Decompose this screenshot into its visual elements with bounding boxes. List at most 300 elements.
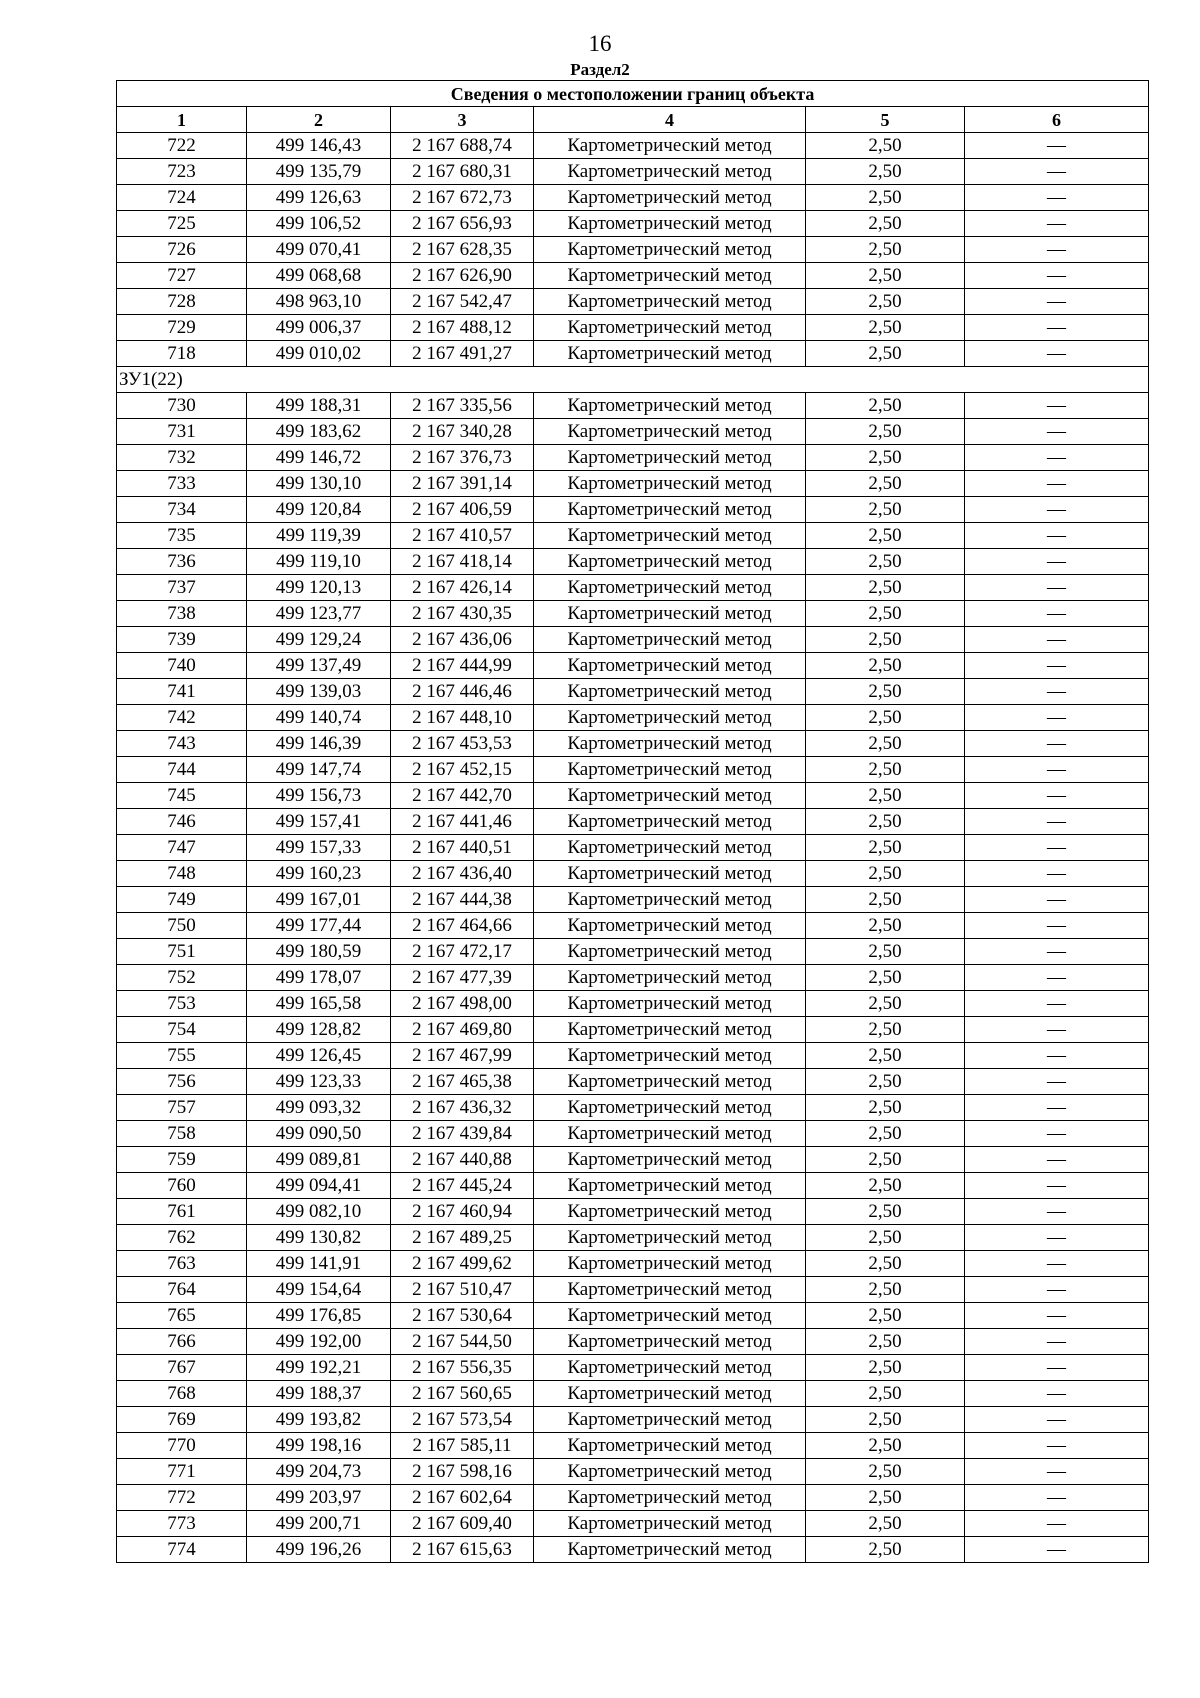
description-cell: —: [965, 523, 1149, 549]
table-row: [117, 263, 1149, 289]
point-number-cell: 753: [117, 991, 247, 1017]
method-cell: Картометрический метод: [534, 887, 806, 913]
table-row: [117, 627, 1149, 653]
method-cell: Картометрический метод: [534, 1095, 806, 1121]
accuracy-cell: 2,50: [806, 757, 965, 783]
point-number-cell: 758: [117, 1121, 247, 1147]
method-cell: Картометрический метод: [534, 1537, 806, 1563]
table-row: [117, 497, 1149, 523]
method-cell: Картометрический метод: [534, 1225, 806, 1251]
method-cell: Картометрический метод: [534, 1043, 806, 1069]
description-cell: —: [965, 1121, 1149, 1147]
x-coordinate-cell: 499 130,82: [247, 1225, 391, 1251]
point-number-cell: 747: [117, 835, 247, 861]
description-cell: —: [965, 419, 1149, 445]
description-cell: —: [965, 393, 1149, 419]
x-coordinate-cell: 499 156,73: [247, 783, 391, 809]
point-number-cell: 773: [117, 1511, 247, 1537]
table-row: [117, 289, 1149, 315]
group-section: [117, 367, 1149, 393]
x-coordinate-cell: 499 140,74: [247, 705, 391, 731]
accuracy-cell: 2,50: [806, 913, 965, 939]
table-row: [117, 1199, 1149, 1225]
accuracy-cell: 2,50: [806, 1095, 965, 1121]
x-coordinate-cell: 499 196,26: [247, 1537, 391, 1563]
point-number-cell: 761: [117, 1199, 247, 1225]
point-number-cell: 746: [117, 809, 247, 835]
point-number-cell: 722: [117, 133, 247, 159]
method-cell: Картометрический метод: [534, 1485, 806, 1511]
y-coordinate-cell: 2 167 464,66: [391, 913, 534, 939]
boundary-table: [116, 80, 1149, 1563]
method-cell: Картометрический метод: [534, 1303, 806, 1329]
table-row: [117, 315, 1149, 341]
accuracy-cell: 2,50: [806, 445, 965, 471]
description-cell: —: [965, 289, 1149, 315]
y-coordinate-cell: 2 167 491,27: [391, 341, 534, 367]
x-coordinate-cell: 499 204,73: [247, 1459, 391, 1485]
x-coordinate-cell: 499 094,41: [247, 1173, 391, 1199]
method-cell: Картометрический метод: [534, 211, 806, 237]
x-coordinate-cell: 499 167,01: [247, 887, 391, 913]
table-row: [117, 757, 1149, 783]
y-coordinate-cell: 2 167 602,64: [391, 1485, 534, 1511]
point-number-cell: 742: [117, 705, 247, 731]
accuracy-cell: 2,50: [806, 991, 965, 1017]
y-coordinate-cell: 2 167 560,65: [391, 1381, 534, 1407]
table-row: [117, 1017, 1149, 1043]
accuracy-cell: 2,50: [806, 653, 965, 679]
description-cell: —: [965, 861, 1149, 887]
description-cell: —: [965, 601, 1149, 627]
x-coordinate-cell: 499 128,82: [247, 1017, 391, 1043]
point-number-cell: 774: [117, 1537, 247, 1563]
table-row: [117, 913, 1149, 939]
accuracy-cell: 2,50: [806, 237, 965, 263]
table-row: [117, 1381, 1149, 1407]
method-cell: Картометрический метод: [534, 1121, 806, 1147]
table-row: [117, 835, 1149, 861]
accuracy-cell: 2,50: [806, 809, 965, 835]
point-number-cell: 757: [117, 1095, 247, 1121]
description-cell: —: [965, 679, 1149, 705]
x-coordinate-cell: 499 006,37: [247, 315, 391, 341]
x-coordinate-cell: 499 147,74: [247, 757, 391, 783]
description-cell: —: [965, 1303, 1149, 1329]
x-coordinate-cell: 499 192,21: [247, 1355, 391, 1381]
accuracy-cell: 2,50: [806, 159, 965, 185]
x-coordinate-cell: 499 160,23: [247, 861, 391, 887]
table-row: [117, 783, 1149, 809]
description-cell: —: [965, 913, 1149, 939]
y-coordinate-cell: 2 167 488,12: [391, 315, 534, 341]
point-number-cell: 743: [117, 731, 247, 757]
x-coordinate-cell: 499 010,02: [247, 341, 391, 367]
x-coordinate-cell: 499 120,84: [247, 497, 391, 523]
x-coordinate-cell: 499 139,03: [247, 679, 391, 705]
table-row: [117, 705, 1149, 731]
description-cell: —: [965, 1433, 1149, 1459]
description-cell: —: [965, 783, 1149, 809]
y-coordinate-cell: 2 167 489,25: [391, 1225, 534, 1251]
point-number-cell: 768: [117, 1381, 247, 1407]
method-cell: Картометрический метод: [534, 159, 806, 185]
accuracy-cell: 2,50: [806, 1407, 965, 1433]
x-coordinate-cell: 499 141,91: [247, 1251, 391, 1277]
table-row: [117, 575, 1149, 601]
x-coordinate-cell: 499 203,97: [247, 1485, 391, 1511]
y-coordinate-cell: 2 167 542,47: [391, 289, 534, 315]
accuracy-cell: 2,50: [806, 1355, 965, 1381]
description-cell: —: [965, 653, 1149, 679]
table-row: [117, 159, 1149, 185]
x-coordinate-cell: 499 178,07: [247, 965, 391, 991]
description-cell: —: [965, 211, 1149, 237]
column-header: 6: [965, 107, 1149, 133]
y-coordinate-cell: 2 167 440,88: [391, 1147, 534, 1173]
point-number-cell: 760: [117, 1173, 247, 1199]
accuracy-cell: 2,50: [806, 1511, 965, 1537]
table-row: [117, 419, 1149, 445]
y-coordinate-cell: 2 167 426,14: [391, 575, 534, 601]
table-row: [117, 211, 1149, 237]
point-number-cell: 735: [117, 523, 247, 549]
x-coordinate-cell: 499 126,45: [247, 1043, 391, 1069]
accuracy-cell: 2,50: [806, 1017, 965, 1043]
column-header: 1: [117, 107, 247, 133]
table-row: [117, 1147, 1149, 1173]
method-cell: Картометрический метод: [534, 757, 806, 783]
table-row: [117, 1043, 1149, 1069]
y-coordinate-cell: 2 167 467,99: [391, 1043, 534, 1069]
method-cell: Картометрический метод: [534, 731, 806, 757]
y-coordinate-cell: 2 167 335,56: [391, 393, 534, 419]
rows-section-b: [117, 393, 1149, 1563]
point-number-cell: 739: [117, 627, 247, 653]
y-coordinate-cell: 2 167 440,51: [391, 835, 534, 861]
column-header: 3: [391, 107, 534, 133]
method-cell: Картометрический метод: [534, 341, 806, 367]
x-coordinate-cell: 499 135,79: [247, 159, 391, 185]
table-row: [117, 1485, 1149, 1511]
x-coordinate-cell: 499 106,52: [247, 211, 391, 237]
y-coordinate-cell: 2 167 410,57: [391, 523, 534, 549]
page-number: 16: [588, 31, 612, 56]
table-row: [117, 1537, 1149, 1563]
point-number-cell: 723: [117, 159, 247, 185]
description-cell: —: [965, 497, 1149, 523]
x-coordinate-cell: 499 123,77: [247, 601, 391, 627]
point-number-cell: 745: [117, 783, 247, 809]
point-number-cell: 762: [117, 1225, 247, 1251]
y-coordinate-cell: 2 167 430,35: [391, 601, 534, 627]
point-number-cell: 763: [117, 1251, 247, 1277]
x-coordinate-cell: 498 963,10: [247, 289, 391, 315]
description-cell: —: [965, 471, 1149, 497]
accuracy-cell: 2,50: [806, 1121, 965, 1147]
table-row: [117, 1433, 1149, 1459]
x-coordinate-cell: 499 165,58: [247, 991, 391, 1017]
x-coordinate-cell: 499 192,00: [247, 1329, 391, 1355]
table-row: [117, 731, 1149, 757]
table-row: [117, 523, 1149, 549]
x-coordinate-cell: 499 198,16: [247, 1433, 391, 1459]
point-number-cell: 741: [117, 679, 247, 705]
method-cell: Картометрический метод: [534, 497, 806, 523]
y-coordinate-cell: 2 167 477,39: [391, 965, 534, 991]
accuracy-cell: 2,50: [806, 601, 965, 627]
accuracy-cell: 2,50: [806, 1277, 965, 1303]
method-cell: Картометрический метод: [534, 445, 806, 471]
point-number-cell: 718: [117, 341, 247, 367]
point-number-cell: 750: [117, 913, 247, 939]
method-cell: Картометрический метод: [534, 679, 806, 705]
column-header: 5: [806, 107, 965, 133]
accuracy-cell: 2,50: [806, 1329, 965, 1355]
y-coordinate-cell: 2 167 656,93: [391, 211, 534, 237]
y-coordinate-cell: 2 167 498,00: [391, 991, 534, 1017]
table-title-row: [117, 81, 1149, 107]
method-cell: Картометрический метод: [534, 1355, 806, 1381]
accuracy-cell: 2,50: [806, 133, 965, 159]
x-coordinate-cell: 499 157,33: [247, 835, 391, 861]
point-number-cell: 729: [117, 315, 247, 341]
accuracy-cell: 2,50: [806, 1433, 965, 1459]
method-cell: Картометрический метод: [534, 627, 806, 653]
table-title: Сведения о местоположении границ объекта: [117, 81, 1149, 107]
description-cell: —: [965, 991, 1149, 1017]
y-coordinate-cell: 2 167 628,35: [391, 237, 534, 263]
description-cell: —: [965, 341, 1149, 367]
table-row: [117, 1511, 1149, 1537]
x-coordinate-cell: 499 200,71: [247, 1511, 391, 1537]
y-coordinate-cell: 2 167 460,94: [391, 1199, 534, 1225]
accuracy-cell: 2,50: [806, 1485, 965, 1511]
description-cell: —: [965, 731, 1149, 757]
method-cell: Картометрический метод: [534, 1251, 806, 1277]
description-cell: —: [965, 1199, 1149, 1225]
point-number-cell: 728: [117, 289, 247, 315]
method-cell: Картометрический метод: [534, 1511, 806, 1537]
method-cell: Картометрический метод: [534, 1381, 806, 1407]
method-cell: Картометрический метод: [534, 1277, 806, 1303]
accuracy-cell: 2,50: [806, 211, 965, 237]
y-coordinate-cell: 2 167 441,46: [391, 809, 534, 835]
table-row: [117, 1355, 1149, 1381]
method-cell: Картометрический метод: [534, 237, 806, 263]
x-coordinate-cell: 499 146,39: [247, 731, 391, 757]
method-cell: Картометрический метод: [534, 783, 806, 809]
description-cell: —: [965, 757, 1149, 783]
method-cell: Картометрический метод: [534, 653, 806, 679]
y-coordinate-cell: 2 167 472,17: [391, 939, 534, 965]
y-coordinate-cell: 2 167 444,99: [391, 653, 534, 679]
method-cell: Картометрический метод: [534, 1199, 806, 1225]
table-row: [117, 679, 1149, 705]
accuracy-cell: 2,50: [806, 1459, 965, 1485]
table-row: [117, 237, 1149, 263]
method-cell: Картометрический метод: [534, 133, 806, 159]
point-number-cell: 734: [117, 497, 247, 523]
y-coordinate-cell: 2 167 469,80: [391, 1017, 534, 1043]
table-row: [117, 1069, 1149, 1095]
description-cell: —: [965, 1355, 1149, 1381]
description-cell: —: [965, 133, 1149, 159]
point-number-cell: 769: [117, 1407, 247, 1433]
y-coordinate-cell: 2 167 609,40: [391, 1511, 534, 1537]
x-coordinate-cell: 499 070,41: [247, 237, 391, 263]
y-coordinate-cell: 2 167 436,06: [391, 627, 534, 653]
method-cell: Картометрический метод: [534, 809, 806, 835]
table-row: [117, 1173, 1149, 1199]
x-coordinate-cell: 499 120,13: [247, 575, 391, 601]
point-number-cell: 727: [117, 263, 247, 289]
description-cell: —: [965, 1017, 1149, 1043]
table-row: [117, 341, 1149, 367]
y-coordinate-cell: 2 167 406,59: [391, 497, 534, 523]
y-coordinate-cell: 2 167 626,90: [391, 263, 534, 289]
point-number-cell: 756: [117, 1069, 247, 1095]
y-coordinate-cell: 2 167 530,64: [391, 1303, 534, 1329]
y-coordinate-cell: 2 167 680,31: [391, 159, 534, 185]
description-cell: —: [965, 1459, 1149, 1485]
method-cell: Картометрический метод: [534, 1433, 806, 1459]
table-row: [117, 549, 1149, 575]
description-cell: —: [965, 1173, 1149, 1199]
table-row: [117, 1251, 1149, 1277]
x-coordinate-cell: 499 183,62: [247, 419, 391, 445]
method-cell: Картометрический метод: [534, 393, 806, 419]
description-cell: —: [965, 237, 1149, 263]
point-number-cell: 765: [117, 1303, 247, 1329]
table-row: [117, 1095, 1149, 1121]
accuracy-cell: 2,50: [806, 471, 965, 497]
y-coordinate-cell: 2 167 598,16: [391, 1459, 534, 1485]
accuracy-cell: 2,50: [806, 1303, 965, 1329]
description-cell: —: [965, 705, 1149, 731]
point-number-cell: 755: [117, 1043, 247, 1069]
x-coordinate-cell: 499 180,59: [247, 939, 391, 965]
method-cell: Картометрический метод: [534, 1173, 806, 1199]
column-header-row: [117, 107, 1149, 133]
accuracy-cell: 2,50: [806, 861, 965, 887]
y-coordinate-cell: 2 167 499,62: [391, 1251, 534, 1277]
description-cell: —: [965, 263, 1149, 289]
description-cell: —: [965, 1069, 1149, 1095]
description-cell: —: [965, 549, 1149, 575]
y-coordinate-cell: 2 167 439,84: [391, 1121, 534, 1147]
method-cell: Картометрический метод: [534, 419, 806, 445]
y-coordinate-cell: 2 167 510,47: [391, 1277, 534, 1303]
x-coordinate-cell: 499 188,37: [247, 1381, 391, 1407]
point-number-cell: 748: [117, 861, 247, 887]
description-cell: —: [965, 965, 1149, 991]
point-number-cell: 771: [117, 1459, 247, 1485]
accuracy-cell: 2,50: [806, 1381, 965, 1407]
table-row: [117, 471, 1149, 497]
table-row: [117, 1277, 1149, 1303]
table-row: [117, 133, 1149, 159]
y-coordinate-cell: 2 167 376,73: [391, 445, 534, 471]
x-coordinate-cell: 499 119,39: [247, 523, 391, 549]
accuracy-cell: 2,50: [806, 341, 965, 367]
table-row: [117, 445, 1149, 471]
accuracy-cell: 2,50: [806, 1173, 965, 1199]
x-coordinate-cell: 499 123,33: [247, 1069, 391, 1095]
y-coordinate-cell: 2 167 436,32: [391, 1095, 534, 1121]
description-cell: —: [965, 887, 1149, 913]
table-row: [117, 861, 1149, 887]
point-number-cell: 737: [117, 575, 247, 601]
description-cell: —: [965, 575, 1149, 601]
description-cell: —: [965, 1251, 1149, 1277]
accuracy-cell: 2,50: [806, 783, 965, 809]
accuracy-cell: 2,50: [806, 627, 965, 653]
y-coordinate-cell: 2 167 573,54: [391, 1407, 534, 1433]
method-cell: Картометрический метод: [534, 1069, 806, 1095]
table-row: [117, 653, 1149, 679]
table-row: [117, 1225, 1149, 1251]
description-cell: —: [965, 1225, 1149, 1251]
method-cell: Картометрический метод: [534, 705, 806, 731]
description-cell: —: [965, 1511, 1149, 1537]
x-coordinate-cell: 499 126,63: [247, 185, 391, 211]
method-cell: Картометрический метод: [534, 1147, 806, 1173]
accuracy-cell: 2,50: [806, 1199, 965, 1225]
x-coordinate-cell: 499 176,85: [247, 1303, 391, 1329]
y-coordinate-cell: 2 167 453,53: [391, 731, 534, 757]
group-row: [117, 367, 1149, 393]
accuracy-cell: 2,50: [806, 887, 965, 913]
point-number-cell: 724: [117, 185, 247, 211]
accuracy-cell: 2,50: [806, 835, 965, 861]
accuracy-cell: 2,50: [806, 549, 965, 575]
method-cell: Картометрический метод: [534, 939, 806, 965]
point-number-cell: 772: [117, 1485, 247, 1511]
accuracy-cell: 2,50: [806, 679, 965, 705]
y-coordinate-cell: 2 167 672,73: [391, 185, 534, 211]
method-cell: Картометрический метод: [534, 861, 806, 887]
y-coordinate-cell: 2 167 544,50: [391, 1329, 534, 1355]
x-coordinate-cell: 499 129,24: [247, 627, 391, 653]
accuracy-cell: 2,50: [806, 419, 965, 445]
method-cell: Картометрический метод: [534, 289, 806, 315]
y-coordinate-cell: 2 167 445,24: [391, 1173, 534, 1199]
x-coordinate-cell: 499 193,82: [247, 1407, 391, 1433]
accuracy-cell: 2,50: [806, 393, 965, 419]
accuracy-cell: 2,50: [806, 939, 965, 965]
x-coordinate-cell: 499 188,31: [247, 393, 391, 419]
point-number-cell: 744: [117, 757, 247, 783]
accuracy-cell: 2,50: [806, 965, 965, 991]
method-cell: Картометрический метод: [534, 1017, 806, 1043]
x-coordinate-cell: 499 137,49: [247, 653, 391, 679]
accuracy-cell: 2,50: [806, 705, 965, 731]
accuracy-cell: 2,50: [806, 731, 965, 757]
accuracy-cell: 2,50: [806, 497, 965, 523]
method-cell: Картометрический метод: [534, 575, 806, 601]
point-number-cell: 730: [117, 393, 247, 419]
accuracy-cell: 2,50: [806, 1147, 965, 1173]
method-cell: Картометрический метод: [534, 835, 806, 861]
y-coordinate-cell: 2 167 442,70: [391, 783, 534, 809]
point-number-cell: 726: [117, 237, 247, 263]
point-number-cell: 752: [117, 965, 247, 991]
method-cell: Картометрический метод: [534, 549, 806, 575]
x-coordinate-cell: 499 146,43: [247, 133, 391, 159]
point-number-cell: 732: [117, 445, 247, 471]
table-row: [117, 887, 1149, 913]
